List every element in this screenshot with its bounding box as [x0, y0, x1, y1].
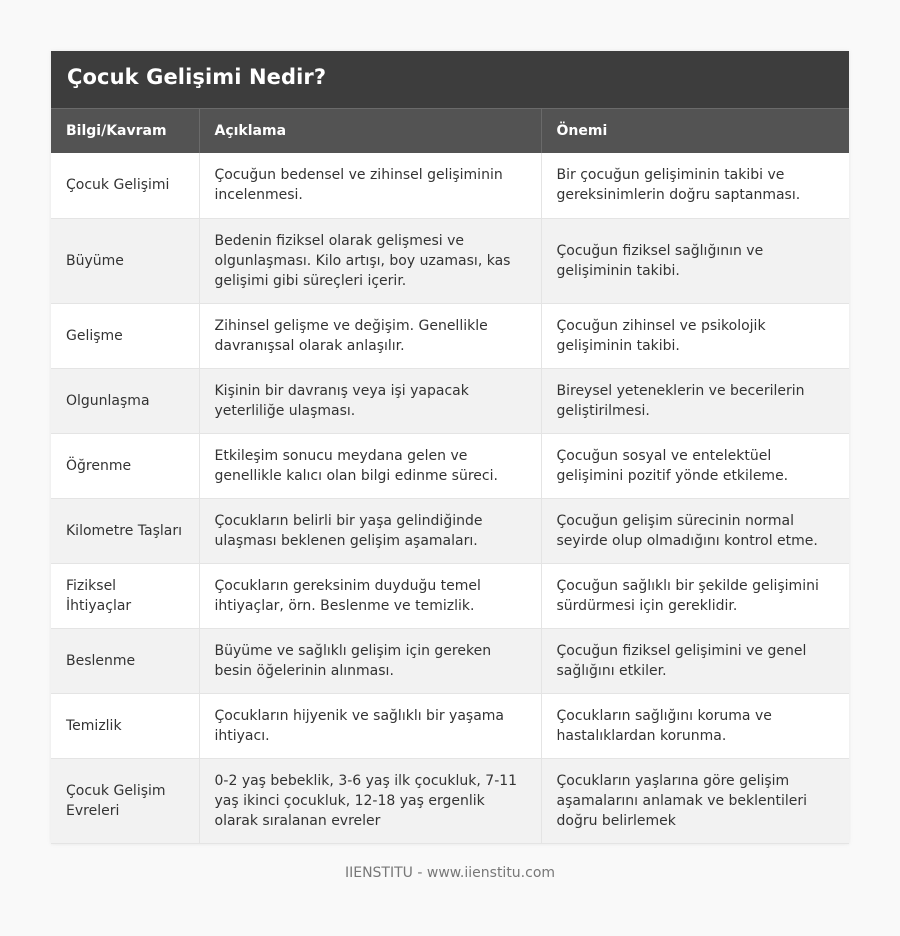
cell-concept: Temizlik [51, 693, 199, 758]
cell-description: 0-2 yaş bebeklik, 3-6 yaş ilk çocukluk, 7-11 yaş ikinci çocukluk, 12-18 yaş ergenlik olarak sıralanan evreler [199, 758, 541, 843]
cell-importance: Çocuğun fiziksel sağlığının ve gelişiminin takibi. [541, 218, 849, 303]
cell-concept: Kilometre Taşları [51, 498, 199, 563]
table-row [51, 628, 849, 693]
cell-description: Etkileşim sonucu meydana gelen ve genellikle kalıcı olan bilgi edinme süreci. [199, 433, 541, 498]
cell-description: Zihinsel gelişme ve değişim. Genellikle davranışsal olarak anlaşılır. [199, 303, 541, 368]
table-row [51, 153, 849, 218]
cell-concept: Büyüme [51, 218, 199, 303]
content-card [51, 51, 849, 844]
cell-concept: Olgunlaşma [51, 368, 199, 433]
cell-concept: Gelişme [51, 303, 199, 368]
cell-description: Çocukların hijyenik ve sağlıklı bir yaşama ihtiyacı. [199, 693, 541, 758]
cell-importance: Çocukların yaşlarına göre gelişim aşamalarını anlamak ve beklentileri doğru belirlemek [541, 758, 849, 843]
cell-concept: Öğrenme [51, 433, 199, 498]
cell-importance: Çocuğun fiziksel gelişimini ve genel sağlığını etkiler. [541, 628, 849, 693]
table-row [51, 433, 849, 498]
table-row [51, 758, 849, 843]
page-title: Çocuk Gelişimi Nedir? [51, 51, 849, 108]
cell-concept: Beslenme [51, 628, 199, 693]
cell-description: Çocukların gereksinim duyduğu temel ihtiyaçlar, örn. Beslenme ve temizlik. [199, 563, 541, 628]
table-row [51, 218, 849, 303]
cell-description: Çocukların belirli bir yaşa gelindiğinde ulaşması beklenen gelişim aşamaları. [199, 498, 541, 563]
cell-description: Kişinin bir davranış veya işi yapacak yeterliliğe ulaşması. [199, 368, 541, 433]
cell-importance: Çocuğun zihinsel ve psikolojik gelişiminin takibi. [541, 303, 849, 368]
table-header-row [51, 109, 849, 154]
cell-concept: Çocuk Gelişim Evreleri [51, 758, 199, 843]
cell-importance: Bireysel yeteneklerin ve becerilerin geliştirilmesi. [541, 368, 849, 433]
footer-credit: IIENSTITU - www.iienstitu.com [344, 865, 556, 881]
cell-importance: Çocuğun gelişim sürecinin normal seyirde olup olmadığını kontrol etme. [541, 498, 849, 563]
cell-description: Büyüme ve sağlıklı gelişim için gereken besin öğelerinin alınması. [199, 628, 541, 693]
table-row [51, 498, 849, 563]
table-row [51, 693, 849, 758]
column-header-importance: Önemi [541, 109, 849, 154]
table-row [51, 368, 849, 433]
cell-importance: Çocukların sağlığını koruma ve hastalıklardan korunma. [541, 693, 849, 758]
cell-importance: Çocuğun sağlıklı bir şekilde gelişimini sürdürmesi için gereklidir. [541, 563, 849, 628]
table-row [51, 303, 849, 368]
cell-description: Çocuğun bedensel ve zihinsel gelişiminin incelenmesi. [199, 153, 541, 218]
cell-importance: Bir çocuğun gelişiminin takibi ve gereksinimlerin doğru saptanması. [541, 153, 849, 218]
cell-description: Bedenin fiziksel olarak gelişmesi ve olgunlaşması. Kilo artışı, boy uzaması, kas gelişimi gibi süreçleri içerir. [199, 218, 541, 303]
cell-importance: Çocuğun sosyal ve entelektüel gelişimini pozitif yönde etkileme. [541, 433, 849, 498]
table-row [51, 563, 849, 628]
cell-concept: Çocuk Gelişimi [51, 153, 199, 218]
cell-concept: Fiziksel İhtiyaçlar [51, 563, 199, 628]
column-header-description: Açıklama [199, 109, 541, 154]
column-header-concept: Bilgi/Kavram [51, 109, 199, 154]
info-table [51, 108, 849, 844]
